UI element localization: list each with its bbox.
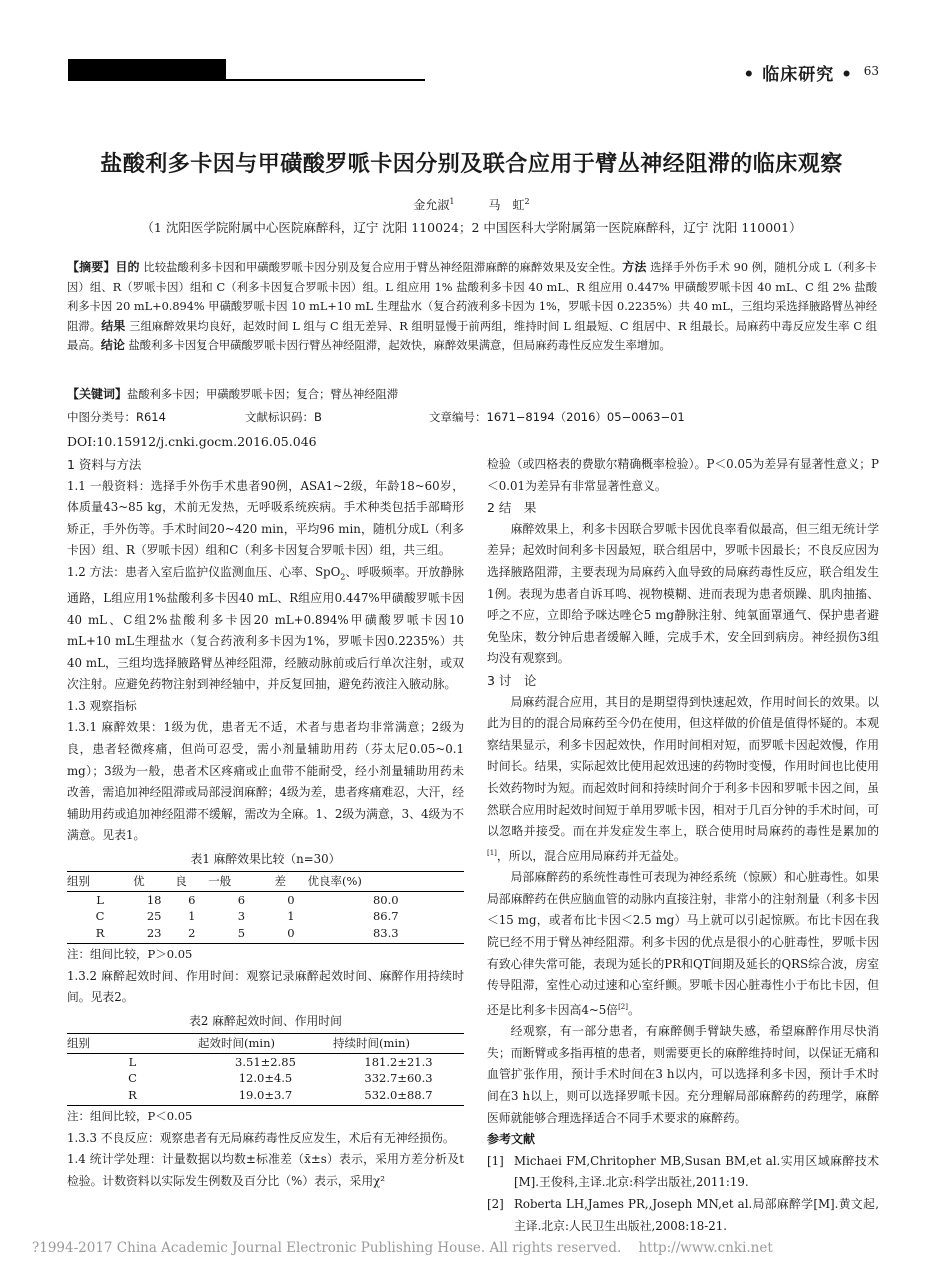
method-text: 选择手外伤手术 90 例，随机分成 L（利多卡因）组、R（罗哌卡因）组和 C（利多卡因复合罗哌卡因）组。L 组应用 1% 盐酸利多卡因 40 mL、R 组应用 0.447% 甲磺酸罗哌卡因 40 mL、C 组 2% 盐酸利多卡因 20 mL+0.894% 甲磺酸罗哌卡因 10 mL+10 mL 生理盐水（复合药液利多卡因为 1%，罗哌卡因 0.2235%）共 40 mL，三组均采选择腋路臂丛神经阻滞。 — [67, 261, 877, 333]
section-label: • 临床研究 • — [743, 65, 853, 85]
table1-header: 一般 — [208, 871, 274, 891]
author-name: 马 虹 — [488, 198, 525, 212]
table2-header: 持续时间(min) — [333, 1033, 464, 1053]
paragraph-discussion-3: 经观察，有一部分患者，有麻醉侧手臂缺失感，希望麻醉作用尽快消失；而断臂或多指再植的患者，则需要更长的麻醉维持时间，以保证无痛和血管扩张作用，预计手术时间在3 h以内，可以选择利多卡因，预计手术时间在3 h以上，则可以选择罗哌卡因。充分理解局部麻醉药的药理学，麻醉医师就能够合理选择适合不同手术要求的麻醉药。 — [487, 1024, 879, 1125]
purpose-label: 目的 — [115, 260, 140, 274]
method-label: 方法 — [622, 260, 647, 274]
table-cell: R — [67, 1087, 198, 1106]
keywords-text: 盐酸利多卡因；甲磺酸罗哌卡因；复合；臂丛神经阻滞 — [127, 388, 399, 401]
subheading-observation: 1.3 观察指标 — [67, 698, 137, 713]
table-row — [67, 1087, 464, 1106]
table2 — [67, 1033, 464, 1107]
table-cell: 3 — [237, 909, 246, 924]
table-cell: 18 — [146, 892, 162, 907]
table1-header: 优 — [133, 871, 175, 891]
copyright-footer: ?1994-2017 China Academic Journal Electronic Publishing House. All rights reserved. http://www.cnki.net — [32, 1240, 773, 1256]
classification-meta — [67, 408, 877, 428]
purpose-text: 比较盐酸利多卡因和甲磺酸罗哌卡因分别及复合应用于臂丛神经阻滞麻醉的麻醉效果及安全性。 — [139, 261, 623, 274]
table-cell: 0 — [287, 892, 295, 907]
abstract — [67, 258, 877, 356]
table-row — [67, 908, 464, 925]
paragraph-general-data: 1.1 一般资料：选择手外伤手术患者90例，ASA1~2级，年龄18~60岁，体质量43~85 kg，术前无发热，无呼吸系统疾病。手术种类包括手部畸形矫正，手外伤等。手术时间20~420 min，平均96 min，随机分成L（利多卡因）组、R（罗哌卡因）组和C（利多卡因复合罗哌卡因）组，共三组。 — [67, 478, 464, 558]
section-heading-discussion: 3 讨 论 — [487, 672, 537, 688]
reference-text: Roberta LH,James PR,,Joseph MN,et al.局部麻醉学[M].黄文起,主译.北京:人民卫生出版社,2008:18-21. — [514, 1197, 879, 1233]
paragraph-results: 麻醉效果上，利多卡因联合罗哌卡因优良率看似最高，但三组无统计学差异；起效时间利多卡因最短，联合组居中，罗哌卡因最长；不良反应因为选择腋路阻滞，主要表现为局麻药入血导致的局麻药毒性反应，联合组发生1例。表现为患者自诉耳鸣、视物模糊、进而表现为患者烦躁、肌肉抽搐、呼之不应，立即给予咪达唑仑5 mg静脉注射、纯氧面罩通气、保护患者避免坠床，数分钟后患者缓解入睡，完成手术，安全回到病房。神经损伤3组均没有观察到。 — [487, 521, 879, 666]
text-run: 局麻药混合应用，其目的是期望得到快速起效，作用时间长的效果。以此为目的的混合局麻药至今仍在使用，但这样做的价值是值得怀疑的。本观察结果显示，利多卡因起效快，作用时间相对短，而罗哌卡因起效慢，作用时间长。结果，实际起效比使用起效迅速的药物时变慢，作用时间也比使用长效药物时为短。而起效时间和持续时间介于利多卡因和罗哌卡因之间，虽然联合应用时起效时间短于单用罗哌卡因，相对于几百分钟的手术时间，可以忽略并接受。而在并发症发生率上，联合使用时局麻药的毒性是累加的 — [487, 694, 879, 839]
reference-item — [487, 1151, 879, 1194]
paragraph-discussion-2 — [487, 867, 879, 1021]
table-row — [67, 925, 464, 944]
result-label: 结果 — [101, 318, 126, 333]
table-cell: 19.0±3.7 — [198, 1087, 333, 1106]
table-cell: 5 — [208, 925, 274, 944]
table2-header: 起效时间(min) — [198, 1033, 333, 1053]
table1-note: 注：组间比较，P＞0.05 — [67, 947, 193, 962]
paragraph-statistics: 1.4 统计学处理：计量数据以均数±标准差（x̄±s）表示，采用方差分析及t检验。计数资料以实际发生例数及百分比（%）表示，采用χ² — [67, 1152, 464, 1188]
right-column — [487, 454, 879, 1237]
text-run: 局部麻醉药的系统性毒性可表现为神经系统（惊厥）和心脏毒性。如果局部麻醉药在供应脑血管的动脉内直接注射，非常小的注射剂量（利多卡因＜15 mg，或者布比卡因＜2.5 mg）马上就可以引起惊厥。布比卡因在我院已经不用于臂丛神经阻滞。利多卡因的优点是很小的心脏毒性，罗哌卡因有致心律失常可能，表现为延长的PR和QT间期及延长的QRS综合波，房室传导阻滞，室性心动过速和心室纤颤。罗哌卡因心脏毒性小于布比卡因，但还是比利多卡因高4~5倍 — [487, 870, 879, 1017]
paragraph-methods — [67, 562, 464, 696]
table-cell: 12.0±4.5 — [238, 1071, 293, 1086]
section-heading-results: 2 结 果 — [487, 500, 537, 516]
table1-header: 组别 — [67, 871, 133, 891]
table-cell: L — [96, 892, 104, 907]
table-cell: 181.2±21.3 — [364, 1054, 433, 1069]
table1-header: 差 — [274, 871, 307, 891]
table2-note: 注：组间比较，P＜0.05 — [67, 1109, 193, 1124]
table-cell: C — [128, 1071, 137, 1086]
keywords — [67, 385, 877, 405]
conclusion-label: 结论 — [100, 338, 125, 352]
table1-caption: 表1 麻醉效果比较（n=30） — [190, 852, 341, 867]
clc-number: 中图分类号：R614 — [67, 410, 166, 424]
table-cell: 2 — [175, 925, 208, 944]
table-cell: 1 — [188, 909, 196, 924]
table1 — [67, 871, 464, 945]
references-heading: 参考文献 — [487, 1132, 536, 1147]
left-column — [67, 454, 464, 1192]
reference-number: [1] — [487, 1153, 504, 1168]
table-cell: 532.0±88.7 — [333, 1087, 464, 1106]
table-cell: 80.0 — [372, 892, 399, 907]
author-name: 金允淑 — [413, 198, 450, 212]
header-rule — [68, 79, 425, 81]
author-affil-mark: 1 — [449, 197, 455, 206]
table-cell: R — [67, 925, 133, 944]
abstract-label: 【摘要】 — [67, 260, 116, 274]
paragraph-statistics-cont: 检验（或四格表的费歇尔精确概率检验）。P＜0.05为差异有显著性意义；P＜0.01为差异有非常显著性意义。 — [487, 457, 879, 493]
affiliations: （1 沈阳医学院附属中心医院麻醉科，辽宁 沈阳 110024；2 中国医科大学附属第一医院麻醉科，辽宁 沈阳 110001） — [141, 220, 802, 235]
doi: DOI:10.15912/j.cnki.gocm.2016.05.046 — [67, 434, 317, 449]
table-cell: 0 — [274, 925, 307, 944]
table-cell: 23 — [133, 925, 175, 944]
table-row — [67, 891, 464, 908]
conclusion-text: 盐酸利多卡因复合甲磺酸罗哌卡因行臂丛神经阻滞，起效快，麻醉效果满意，但局麻药毒性反应发生率增加。 — [124, 339, 671, 352]
subscript: 2 — [340, 572, 346, 582]
authors — [0, 196, 943, 213]
section-heading-methods: 1 资料与方法 — [67, 457, 142, 472]
header-black-bar — [68, 59, 226, 81]
paragraph-onset-duration: 1.3.2 麻醉起效时间、作用时间：观察记录麻醉起效时间、麻醉作用持续时间。见表2。 — [67, 968, 464, 1005]
text-run: 、呼吸频率。开放静脉通路，L组应用1%盐酸利多卡因40 mL、R组应用0.447%甲磺酸罗哌卡因40 mL、C组2%盐酸利多卡因20 mL+0.894%甲磺酸罗哌卡因10 mL+10 mL生理盐水（复合药液利多卡因为1%，罗哌卡因0.2235%）共40 mL，三组均选择腋路臂丛神经阻滞，经腋动脉前或后行单次注射，或双次注射。应避免药物注射到神经轴中，并反复回抽，避免药液注入腋动脉。 — [67, 564, 464, 692]
reference-number: [2] — [487, 1197, 504, 1212]
result-text: 三组麻醉效果均良好，起效时间 L 组与 C 组无差异、R 组明显慢于前两组，维持时间 L 组最短、C 组居中、R 组最长。局麻药中毒反应发生率 C 组最高。 — [67, 319, 877, 352]
document-code: 文献标识码：B — [245, 410, 322, 424]
reference-item — [487, 1194, 879, 1237]
paragraph-adverse-reactions: 1.3.3 不良反应：观察患者有无局麻药毒性反应发生，术后有无神经损伤。 — [67, 1130, 455, 1145]
table-cell: 86.7 — [372, 909, 399, 924]
table2-header: 组别 — [67, 1033, 198, 1053]
article-title: 盐酸利多卡因与甲磺酸罗哌卡因分别及联合应用于臂丛神经阻滞的临床观察 — [100, 152, 843, 177]
table-cell: 6 — [237, 892, 246, 907]
table-cell: C — [95, 909, 105, 924]
text-run: ，所以，混合应用局麻药并无益处。 — [496, 848, 686, 863]
keywords-label: 【关键词】 — [67, 387, 128, 401]
table-cell: 332.7±60.3 — [364, 1071, 433, 1086]
table1-header: 优良率(%) — [308, 871, 465, 891]
table-cell: 1 — [287, 909, 295, 924]
table-cell: 25 — [146, 909, 162, 924]
author-affil-mark: 2 — [524, 197, 530, 206]
page-number: 63 — [863, 64, 879, 78]
table-cell: 3.51±2.85 — [235, 1054, 296, 1069]
reference-text: Michaei FM,Chritopher MB,Susan BM,et al.实用区域麻醉技术[M].王俊科,主译.北京:科学出版社,2011:19. — [514, 1153, 879, 1190]
table1-header: 良 — [175, 871, 208, 891]
paragraph-discussion-1 — [487, 692, 879, 868]
table-row — [67, 1070, 464, 1087]
article-number: 文章编号：1671−8194（2016）05−0063−01 — [429, 410, 685, 424]
table-cell: L — [128, 1054, 137, 1069]
text-run: 1.2 方法：患者入室后监护仪监测血压、心率、SpO — [67, 564, 341, 579]
table2-caption: 表2 麻醉起效时间、作用时间 — [189, 1013, 342, 1028]
citation-link[interactable]: [1] — [487, 848, 497, 857]
text-run: 。 — [628, 1002, 640, 1017]
table-row — [67, 1053, 464, 1070]
table-cell: 6 — [188, 892, 196, 907]
paragraph-anesthesia-effect: 1.3.1 麻醉效果：1级为优，患者无不适，术者与患者均非常满意；2级为良，患者轻微疼痛，但尚可忍受，需小剂量辅助用药（芬太尼0.05~0.1 mg）；3级为一般，患者术区疼痛或止血带不能耐受，经小剂量辅助用药未改善，需追加神经阻滞或局部浸润麻醉；4级为差，患者疼痛难忍，大汗，经辅助用药或追加神经阻滞不缓解，需改为全麻。1、2级为满意，3、4级为不满意。见表1。 — [67, 720, 464, 843]
table-cell: 83.3 — [308, 925, 465, 944]
citation-link[interactable]: [2] — [618, 1002, 628, 1011]
